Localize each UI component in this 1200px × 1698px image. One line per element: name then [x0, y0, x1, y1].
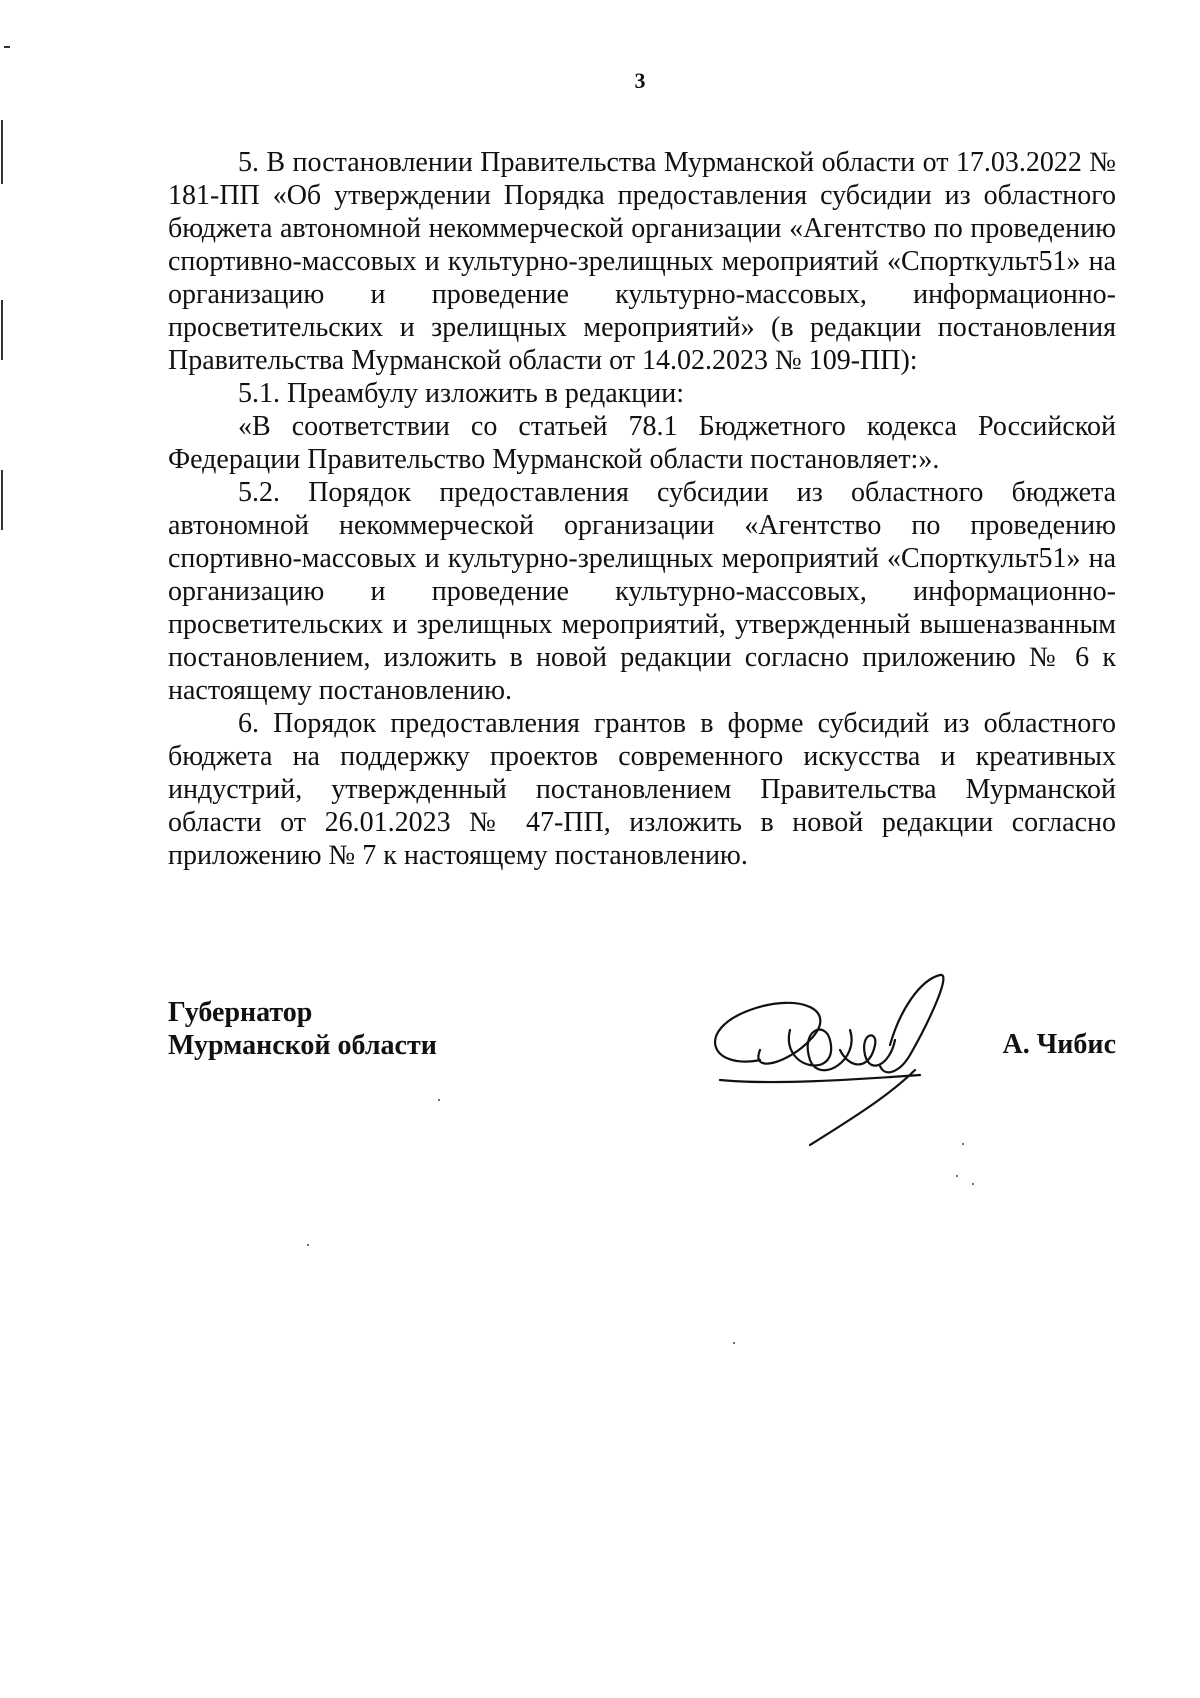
scan-artifact-top [4, 46, 10, 48]
signatory-title-line-1: Губернатор [168, 997, 313, 1028]
signatory-title [168, 996, 437, 1062]
paragraph-5-1: 5.1. Преамбулу изложить в редакции: [238, 378, 685, 409]
handwritten-signature [690, 970, 980, 1150]
document-body [168, 146, 1116, 872]
scan-dot-6 [733, 1342, 735, 1344]
scan-dot-3 [956, 1175, 958, 1177]
scan-dot-4 [972, 1183, 974, 1185]
scan-artifact-left-1 [1, 120, 3, 184]
scan-dot-5 [307, 1244, 309, 1246]
scan-dot-1 [438, 1099, 440, 1101]
page-number: 3 [634, 68, 646, 93]
scan-artifact-left-2 [1, 300, 3, 360]
signatory-name: А. Чибис [1002, 1029, 1116, 1060]
paragraph-5-2: 5.2. Порядок предоставления субсидии из областного бюджета автономной некоммерческой организации «Агентство по проведению спортивно-массовых и культурно-зрелищных мероприятий «Спорткульт51» на организацию и проведение культурно-массовых, информационно-просветительских и зрелищных мероприятий, утвержденный вышеназванным постановлением, изложить в новой редакции согласно приложению № 6 к настоящему постановлению. [168, 477, 1116, 706]
paragraph-5-1-quote: «В соответствии со статьей 78.1 Бюджетного кодекса Российской Федерации Правительство Мурманской области постановляет:». [168, 411, 1116, 475]
paragraph-5: 5. В постановлении Правительства Мурманской области от 17.03.2022 № 181-ПП «Об утверждении Порядка предоставления субсидии из областного бюджета автономной некоммерческой организации «Агентство по проведению спортивно-массовых и культурно-зрелищных мероприятий «Спорткульт51» на организацию и проведение культурно-массовых, информационно-просветительских и зрелищных мероприятий» (в редакции постановления Правительства Мурманской области от 14.02.2023 № 109-ПП): [168, 147, 1116, 376]
paragraph-6: 6. Порядок предоставления грантов в форме субсидий из областного бюджета на поддержку проектов современного искусства и креативных индустрий, утвержденный постановлением Правительства Мурманской области от 26.01.2023 № 47-ПП, изложить в новой редакции согласно приложению № 7 к настоящему постановлению. [168, 708, 1116, 871]
scan-dot-2 [962, 1143, 964, 1145]
signatory-title-line-2: Мурманской области [168, 1030, 437, 1061]
scan-artifact-left-3 [1, 470, 3, 530]
